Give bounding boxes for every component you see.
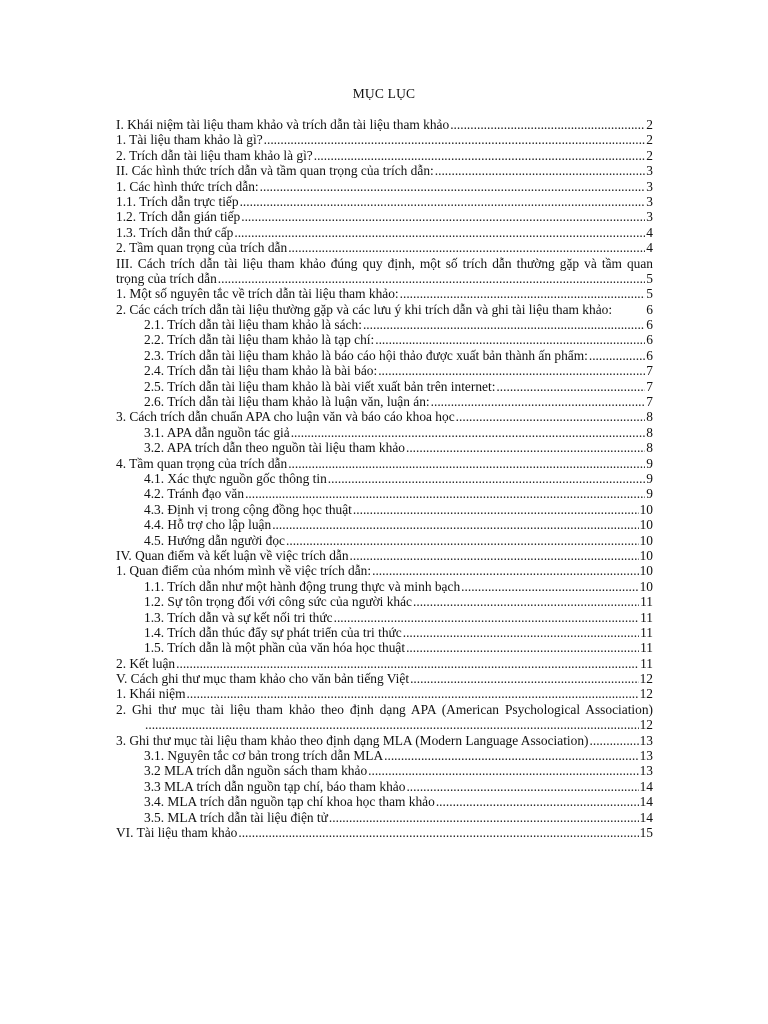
dot-leader	[461, 579, 638, 594]
dot-leader	[456, 409, 646, 424]
toc-entry-label: 3. Cách trích dẫn chuẩn APA cho luận văn và báo cáo khoa học	[116, 409, 455, 425]
toc-entry-label: 4.4. Hỗ trợ cho lập luận	[144, 517, 272, 533]
toc-entry-label: 1. Khái niệm	[116, 686, 186, 702]
dot-leader	[314, 148, 646, 163]
toc-entry[interactable]	[116, 148, 653, 163]
dot-leader	[363, 317, 645, 332]
toc-entry-page: 7	[646, 378, 653, 394]
toc-entry[interactable]	[116, 486, 653, 501]
toc-entry[interactable]	[116, 379, 653, 394]
dot-leader	[406, 440, 645, 455]
toc-entry-label: IV. Quan điểm và kết luận về việc trích dẫn	[116, 547, 349, 563]
toc-entry[interactable]	[116, 640, 653, 655]
dot-leader	[245, 486, 645, 501]
toc-entry-label: 1.2. Trích dẫn gián tiếp	[116, 209, 241, 225]
toc-entry-page: 10	[639, 578, 653, 594]
toc-entry-page: 8	[646, 440, 653, 456]
toc-entry-page: 13	[639, 748, 653, 764]
toc-entry-page: 2	[646, 147, 653, 163]
toc-entry-label: 2.3. Trích dẫn tài liệu tham khảo là báo cáo hội thảo được xuất bản thành ấn phẩm:	[144, 347, 588, 363]
toc-entry-page: 2	[646, 117, 653, 132]
toc-entry-page: 6	[646, 317, 653, 333]
toc-entry-page: 14	[639, 778, 653, 794]
toc-entry-page: 4	[646, 224, 653, 240]
dot-leader	[372, 563, 639, 578]
toc-entry-label: VI. Tài liệu tham khảo	[116, 824, 238, 840]
dot-leader	[334, 610, 640, 625]
toc-entry-label: 3.1. APA dẫn nguồn tác giả	[144, 424, 290, 440]
toc-entry[interactable]	[116, 363, 653, 378]
dot-leader	[176, 656, 639, 671]
dot-leader	[589, 348, 645, 363]
toc-entry-page: 7	[646, 394, 653, 410]
dot-leader	[410, 671, 639, 686]
toc-entry-label: 4.5. Hướng dẫn người đọc	[144, 532, 285, 548]
dot-leader	[240, 194, 646, 209]
toc-entry-page: 13	[639, 732, 653, 748]
toc-entry[interactable]	[116, 471, 653, 486]
toc-entry[interactable]	[116, 456, 653, 471]
toc-entry-page: 2	[646, 132, 653, 148]
toc-entry-label: 2. Các cách trích dẫn tài liệu thường gặp và các lưu ý khi trích dẫn và ghi tài liệu tham khảo:	[116, 301, 613, 317]
toc-entry-label: 4. Tầm quan trọng của trích dẫn	[116, 455, 288, 471]
table-of-contents	[116, 117, 653, 840]
toc-entry-page: 3	[646, 209, 653, 225]
toc-entry-page: 3	[646, 178, 653, 194]
toc-entry-label: 1.3. Trích dẫn thứ cấp	[116, 224, 234, 240]
toc-entry-label: 1. Tài liệu tham khảo là gì?	[116, 132, 263, 148]
toc-entry-page: 15	[639, 824, 653, 840]
toc-entry[interactable]	[116, 748, 653, 763]
toc-entry[interactable]	[116, 225, 653, 240]
toc-entry-page: 11	[640, 655, 653, 671]
toc-entry[interactable]	[116, 348, 653, 363]
toc-entry-page: 5	[646, 270, 653, 286]
toc-entry[interactable]	[116, 625, 653, 640]
toc-entry-label: II. Các hình thức trích dẫn và tầm quan trọng của trích dẫn:	[116, 163, 434, 179]
toc-entry-page: 10	[639, 501, 653, 517]
toc-entry-label: 3.5. MLA trích dẫn tài liệu điện tử	[144, 809, 328, 825]
dot-leader	[590, 733, 639, 748]
toc-entry-page: 7	[646, 363, 653, 379]
dot-leader	[378, 363, 645, 378]
dot-leader	[264, 132, 646, 147]
toc-entry-label: 4.1. Xác thực nguồn gốc thông tin	[144, 470, 327, 486]
toc-entry[interactable]	[116, 425, 653, 440]
toc-entry-page: 10	[639, 547, 653, 563]
toc-entry-label: 2.4. Trích dẫn tài liệu tham khảo là bài báo:	[144, 363, 378, 379]
toc-entry[interactable]	[116, 594, 653, 609]
toc-entry-label: 2. Tầm quan trọng của trích dẫn	[116, 240, 288, 256]
toc-entry[interactable]	[116, 440, 653, 455]
dot-leader	[403, 625, 639, 640]
dot-leader	[260, 179, 646, 194]
toc-entry[interactable]	[116, 194, 653, 209]
toc-entry[interactable]	[116, 733, 653, 748]
dot-leader	[238, 825, 638, 840]
toc-entry-label: 1.1. Trích dẫn trực tiếp	[116, 193, 239, 209]
toc-entry-label: 2.5. Trích dẫn tài liệu tham khảo là bài viết xuất bản trên internet:	[144, 378, 496, 394]
toc-entry-page: 10	[639, 517, 653, 533]
toc-entry-label: 1.1. Trích dẫn như một hành động trung thực và minh bạch	[144, 578, 461, 594]
toc-entry-label: III. Cách trích dẫn tài liệu tham khảo đúng quy định, một số trích dẫn thường gặp và tầm quan	[116, 255, 653, 271]
toc-entry-label: 3.2 MLA trích dẫn nguồn sách tham khảo	[144, 763, 368, 779]
toc-entry-label: 2.2. Trích dẫn tài liệu tham khảo là tạp chí:	[144, 332, 375, 348]
dot-leader	[329, 810, 639, 825]
toc-entry-page: 8	[646, 424, 653, 440]
toc-entry-page: 11	[640, 624, 653, 640]
dot-leader	[145, 717, 639, 732]
dot-leader	[450, 117, 645, 132]
dot-leader	[286, 533, 639, 548]
toc-entry[interactable]	[116, 332, 653, 347]
toc-entry-label: I. Khái niệm tài liệu tham khảo và trích dẫn tài liệu tham khảo	[116, 117, 450, 132]
toc-entry-label: 4.2. Tránh đạo văn	[144, 486, 245, 502]
toc-entry[interactable]	[116, 394, 653, 409]
toc-entry-page: 11	[640, 609, 653, 625]
toc-entry-label: 2. Kết luận	[116, 655, 176, 671]
toc-entry[interactable]	[116, 117, 653, 132]
toc-entry-label: 2. Ghi thư mục tài liệu tham khảo theo định dạng APA (American Psychological Association)	[116, 701, 653, 717]
dot-leader	[187, 686, 639, 701]
toc-entry[interactable]	[116, 656, 653, 671]
toc-entry-label: 3.4. MLA trích dẫn nguồn tạp chí khoa học tham khảo	[144, 794, 435, 810]
toc-entry[interactable]	[116, 825, 653, 840]
dot-leader	[368, 763, 638, 778]
toc-entry-page: 6	[646, 301, 653, 317]
toc-entry[interactable]	[116, 794, 653, 809]
dot-leader	[353, 502, 639, 517]
toc-entry-label: 3. Ghi thư mục tài liệu tham khảo theo định dạng MLA (Modern Language Association)	[116, 732, 589, 748]
toc-entry[interactable]	[116, 286, 653, 301]
toc-entry-label: 1.5. Trích dẫn là một phần của văn hóa học thuật	[144, 640, 406, 656]
toc-entry[interactable]	[116, 763, 653, 778]
toc-entry-page: 14	[639, 794, 653, 810]
toc-entry-label: 3.3 MLA trích dẫn nguồn tạp chí, báo tham khảo	[144, 778, 406, 794]
dot-leader	[291, 425, 646, 440]
toc-entry[interactable]	[116, 163, 653, 178]
toc-entry[interactable]	[116, 533, 653, 548]
toc-entry-page: 3	[646, 193, 653, 209]
toc-entry[interactable]	[116, 302, 653, 317]
toc-entry-page: 3	[646, 163, 653, 179]
toc-entry-label: 1. Các hình thức trích dẫn:	[116, 178, 259, 194]
toc-entry-page: 4	[646, 240, 653, 256]
toc-entry-label-continued: trọng của trích dẫn	[116, 270, 217, 286]
dot-leader	[436, 794, 639, 809]
toc-entry-page: 12	[639, 717, 653, 733]
toc-entry[interactable]	[116, 240, 653, 255]
toc-entry-label: 2.6. Trích dẫn tài liệu tham khảo là luận văn, luận án:	[144, 394, 430, 410]
toc-entry-label: 3.2. APA trích dẫn theo nguồn tài liệu tham khảo	[144, 440, 405, 456]
toc-entry[interactable]	[116, 517, 653, 532]
toc-entry-page: 9	[646, 455, 653, 471]
toc-entry-page: 12	[639, 686, 653, 702]
toc-entry-label: 1. Một số nguyên tắc về trích dẫn tài liệu tham khảo:	[116, 286, 399, 302]
dot-leader	[413, 594, 639, 609]
toc-entry[interactable]	[116, 579, 653, 594]
toc-entry-label: 2.1. Trích dẫn tài liệu tham khảo là sách:	[144, 317, 362, 333]
dot-leader	[328, 471, 646, 486]
toc-entry[interactable]	[116, 256, 653, 287]
toc-entry-page: 10	[639, 532, 653, 548]
toc-entry[interactable]	[116, 209, 653, 224]
toc-entry[interactable]	[116, 610, 653, 625]
toc-entry-label: 1.4. Trích dẫn thúc đẩy sự phát triển của tri thức	[144, 624, 402, 640]
dot-leader	[350, 548, 639, 563]
toc-entry-label: 4.3. Định vị trong cộng đồng học thuật	[144, 501, 352, 517]
toc-entry[interactable]	[116, 702, 653, 733]
toc-entry-page: 6	[646, 332, 653, 348]
toc-entry[interactable]	[116, 548, 653, 563]
toc-entry[interactable]	[116, 671, 653, 686]
toc-entry-page: 13	[639, 763, 653, 779]
dot-leader	[218, 271, 646, 286]
toc-title: MỤC LỤC	[352, 86, 416, 101]
toc-entry-page: 6	[646, 347, 653, 363]
dot-leader	[435, 163, 646, 178]
dot-leader	[400, 286, 646, 301]
toc-entry-page: 10	[639, 563, 653, 579]
dot-leader	[406, 779, 638, 794]
toc-entry-page: 12	[639, 671, 653, 687]
dot-leader	[272, 517, 638, 532]
toc-entry-label: 1.2. Sự tôn trọng đối với công sức của người khác	[144, 594, 413, 610]
toc-entry-label: 3.1. Nguyên tắc cơ bản trong trích dẫn MLA	[144, 748, 384, 764]
toc-entry[interactable]	[116, 179, 653, 194]
toc-entry[interactable]	[116, 409, 653, 424]
toc-entry[interactable]	[116, 563, 653, 578]
toc-entry-page: 8	[646, 409, 653, 425]
toc-entry-page: 11	[640, 640, 653, 656]
toc-entry[interactable]	[116, 686, 653, 701]
dot-leader	[288, 240, 645, 255]
toc-entry-page: 9	[646, 470, 653, 486]
toc-entry[interactable]	[116, 317, 653, 332]
toc-entry[interactable]	[116, 132, 653, 147]
dot-leader	[234, 225, 645, 240]
dot-leader	[496, 379, 645, 394]
toc-entry[interactable]	[116, 502, 653, 517]
toc-entry-page: 11	[640, 594, 653, 610]
dot-leader	[241, 209, 645, 224]
toc-entry-label: 2. Trích dẫn tài liệu tham khảo là gì?	[116, 147, 313, 163]
toc-entry-page: 14	[639, 809, 653, 825]
toc-entry[interactable]	[116, 779, 653, 794]
toc-entry-page: 5	[646, 286, 653, 302]
dot-leader	[288, 456, 645, 471]
dot-leader	[431, 394, 646, 409]
toc-entry[interactable]	[116, 810, 653, 825]
dot-leader	[375, 332, 645, 347]
toc-entry-label: V. Cách ghi thư mục tham khảo cho văn bản tiếng Việt	[116, 671, 410, 687]
dot-leader	[406, 640, 639, 655]
toc-entry-label: 1.3. Trích dẫn và sự kết nối tri thức	[144, 609, 333, 625]
toc-entry-page: 9	[646, 486, 653, 502]
dot-leader	[384, 748, 638, 763]
toc-entry-label: 1. Quan điểm của nhóm mình về việc trích dẫn:	[116, 563, 372, 579]
